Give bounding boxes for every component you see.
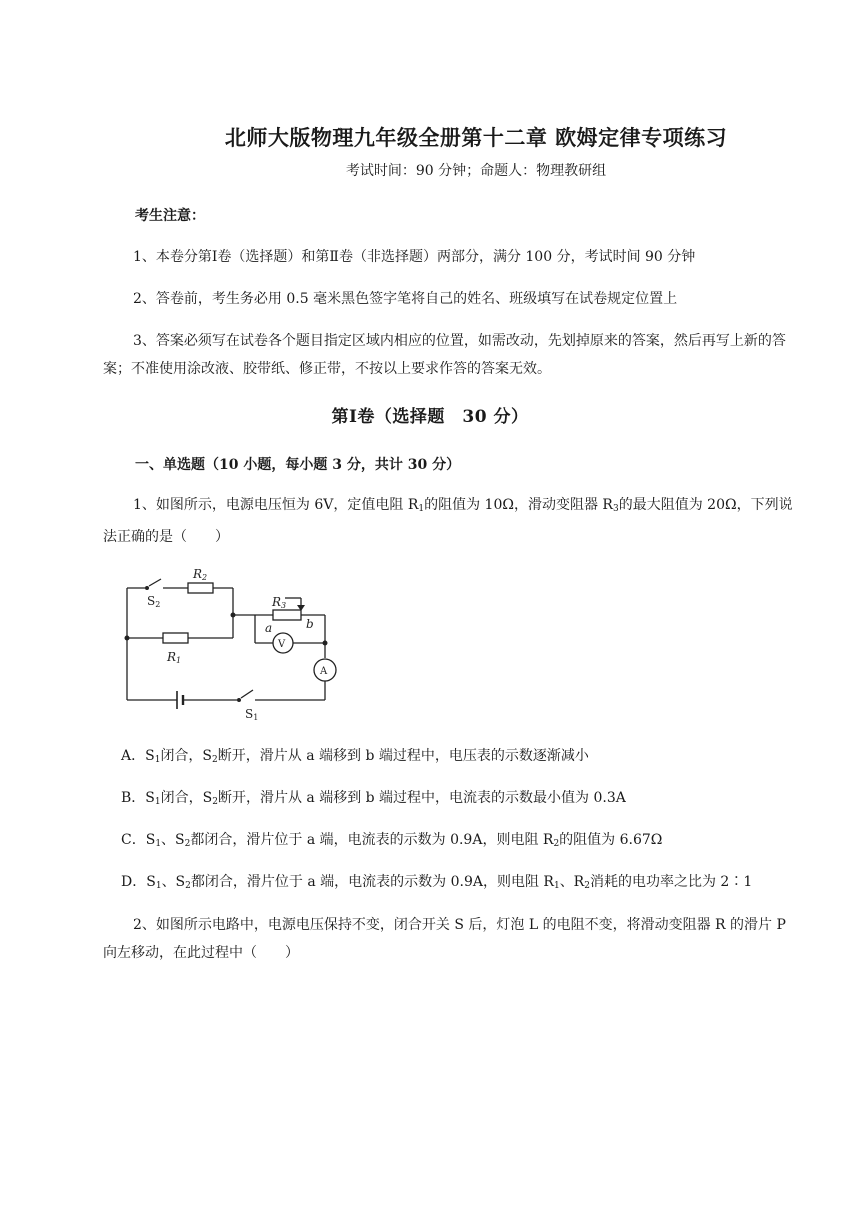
label-voltmeter: V bbox=[278, 639, 286, 650]
notice-item-3: 3、答案必须写在试卷各个题目指定区域内相应的位置，如需改动，先划掉原来的答案，然后再写上新的答案；不准使用涂改液、胶带纸、修正带，不按以上要求作答的答案无效。 bbox=[103, 333, 786, 377]
label-b: b bbox=[306, 617, 314, 631]
option-a: A．$S_1$闭合，$S_2$断开，滑片从 a 端移到 b 端过程中，电压表的示数逐渐减小 bbox=[121, 748, 589, 765]
label-r3: R3 bbox=[272, 595, 287, 610]
label-s1: S1 bbox=[245, 707, 259, 722]
notice-heading: 考生注意： bbox=[135, 208, 205, 224]
section-heading: 一、单选题（10 小题，每小题 3 分，共计 30 分） bbox=[135, 457, 461, 473]
label-a: a bbox=[265, 621, 273, 635]
option-c: C．$S_1$、$S_2$都闭合，滑片位于 a 端，电流表的示数为 0.9A，则电阻 $R_2$的阻值为 6.67Ω bbox=[121, 832, 663, 849]
label-r2: R2 bbox=[193, 567, 208, 582]
part-heading: 第Ⅰ卷（选择题 30 分） bbox=[331, 407, 529, 427]
exam-subtitle: 考试时间：90 分钟；命题人：物理教研组 bbox=[345, 163, 607, 179]
option-b: B．$S_1$闭合，$S_2$断开，滑片从 a 端移到 b 端过程中，电流表的示数最小值为 0.3A bbox=[121, 790, 626, 807]
label-r1: R1 bbox=[167, 650, 182, 665]
notice-item-2: 2、答卷前，考生务必用 0.5 毫米黑色签字笔将自己的姓名、班级填写在试卷规定位置上 bbox=[133, 291, 678, 307]
circuit-diagram bbox=[115, 555, 345, 725]
question-2-stem: 2、如图所示电路中，电源电压保持不变，闭合开关 S 后，灯泡 L 的电阻不变，将滑动变阻器 R 的滑片 P 向左移动，在此过程中（ ） bbox=[103, 917, 786, 961]
notice-item-1: 1、本卷分第Ⅰ卷（选择题）和第Ⅱ卷（非选择题）两部分，满分 100 分，考试时间 90 分钟 bbox=[133, 249, 696, 265]
label-ammeter: A bbox=[320, 666, 328, 677]
option-d: D．$S_1$、$S_2$都闭合，滑片位于 a 端，电流表的示数为 0.9A，则电阻 $R_1$、$R_2$消耗的电功率之比为 2∶1 bbox=[121, 874, 753, 891]
question-1-stem: 1、如图所示，电源电压恒为 6V，定值电阻 $R_1$的阻值为 10Ω，滑动变阻器 $R_3$的最大阻值为 20Ω，下列说法正确的是（ ） bbox=[103, 497, 793, 545]
exam-title: 北师大版物理九年级全册第十二章 欧姆定律专项练习 bbox=[224, 126, 728, 150]
label-s2: S2 bbox=[147, 594, 161, 609]
